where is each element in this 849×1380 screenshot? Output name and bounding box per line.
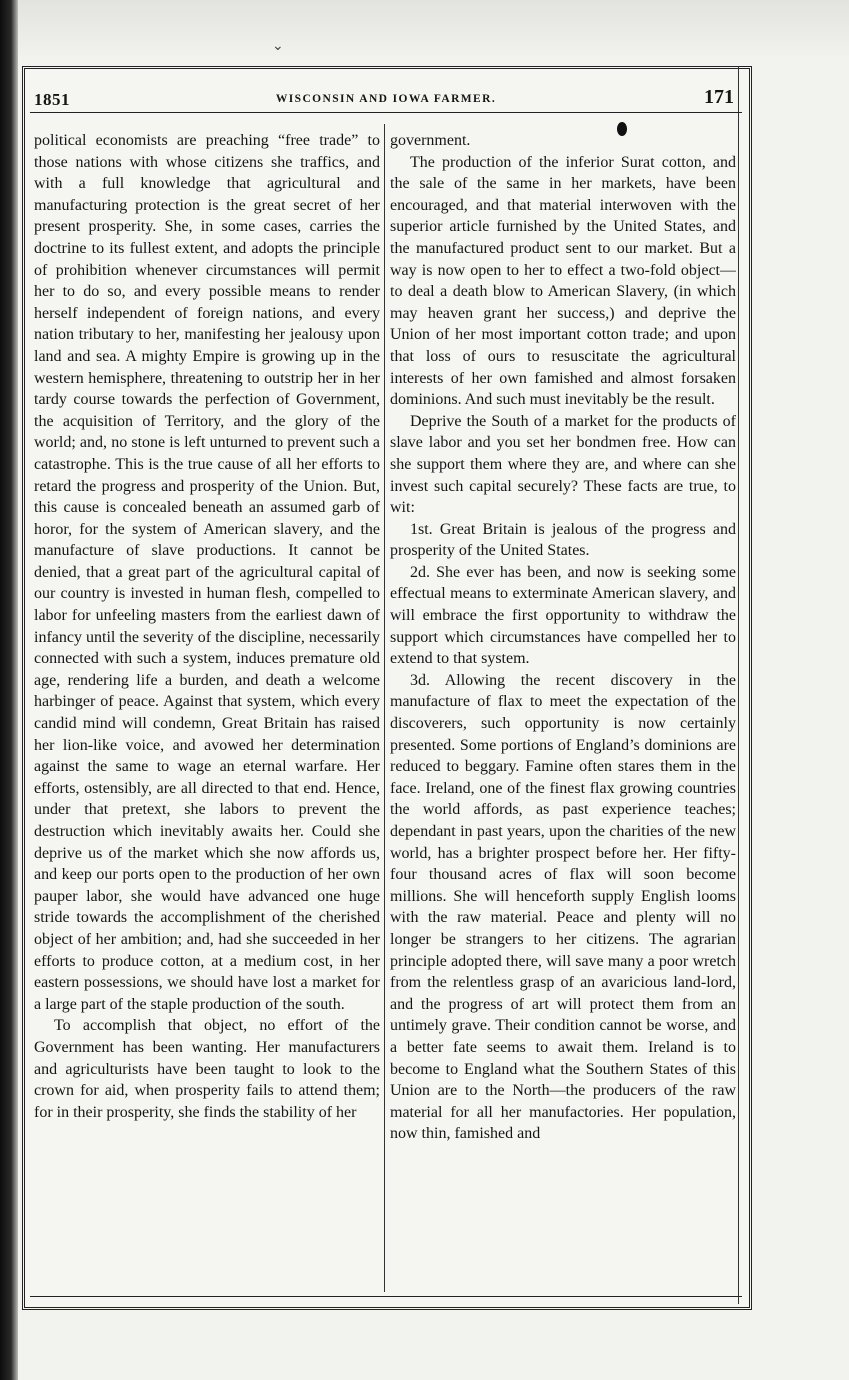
- stray-ink-mark: ⌄: [272, 39, 284, 54]
- column-divider: [384, 124, 385, 1292]
- header-year: 1851: [34, 90, 70, 109]
- book-spine: [0, 0, 18, 1380]
- header-title: WISCONSIN AND IOWA FARMER.: [275, 93, 497, 105]
- page-shadow: [18, 0, 849, 60]
- paragraph: government.: [390, 132, 471, 149]
- paragraph: The production of the inferior Surat cotton, and the sale of the same in her markets, have been encouraged, and that material interwoven with the superior article furnished by the United States, and the manufactured product sent to our market. But a way is now open to her to effect a two-fold object—to deal a death blow to American Slavery, (in which may heaven grant her success,) and deprive the Union of her most important cotton trade; and upon that loss of ours to resuscitate the agricultural interests of her own famished and almost forsaken dominions. And such must inevitably be the result.: [390, 153, 736, 409]
- right-column: [390, 130, 736, 1290]
- running-header: [30, 88, 742, 113]
- left-column: [34, 130, 380, 1290]
- page-border-right: [738, 66, 747, 1304]
- bottom-rule: [30, 1296, 742, 1297]
- paragraph: To accomplish that object, no effort of the Government has been wanting. Her manufacturers and agriculturists have been taught to look to the crown for aid, when prosperity fails to attend them; for in their prosperity, she finds the stability of her: [34, 1017, 380, 1121]
- paragraph: 2d. She ever has been, and now is seeking some effectual means to exterminate American slavery, and will embrace the first opportunity to withdraw the support which circumstances have compelled her to extend to that system.: [390, 563, 736, 668]
- paragraph: 1st. Great Britain is jealous of the progress and prosperity of the United States.: [390, 520, 736, 560]
- paragraph: 3d. Allowing the recent discovery in the manufacture of flax to meet the expectation of the discoverers, such opportunity is now certainly presented. Some portions of England’s dominions are reduced to beggary. Famine often stares them in the face. Ireland, one of the finest flax growing countries the world affords, as past experience teaches; dependant in past years, upon the charities of the new world, has a brighter prospect before her. Her fifty-four thousand acres of flax will soon become millions. She will henceforth supply English looms with the raw material. Peace and plenty will no longer be strangers to her citizens. The agrarian principle adopted there, will save many a poor wretch from the relentless grasp of an avaricious land-lord, and the progress of art will protect them from an untimely grave. Their condition cannot be worse, and a better fate seems to await them. Ireland is to become to England what the Southern States of this Union are to the North—the producers of the raw material for all her manufactories. Her population, now thin, famished and: [390, 671, 736, 1143]
- paragraph: Deprive the South of a market for the products of slave labor and you set her bondmen free. How can she support them where they are, and where can she invest such capital securely? These facts are true, to wit:: [390, 412, 736, 517]
- paragraph: political economists are preaching “free trade” to those nations with whose citizens she traffics, and with a full knowledge that agricultural and manufacturing protection is the great secret of her present prosperity. She, in some cases, carries the doctrine to its fullest extent, and adopts the principle of prohibition whenever circumstances will permit her to do so, and every possible means to render herself independent of foreign nations, and every nation tributary to her, manifesting her jealousy upon land and sea. A mighty Empire is growing up in the western hemisphere, threatening to outstrip her in her tardy course towards the perfection of Government, the acquisition of Territory, and the glory of the world; and, no stone is left unturned to prevent such a catastrophe. This is the true cause of all her efforts to retard the progress and prosperity of the Union. But, this cause is concealed beneath an assumed garb of horor, for the system of American slavery, and the manufacture of slave productions. It cannot be denied, that a great part of the agricultural capital of our country is invested in human flesh, compelled to labor for unfeeling masters from the earliest dawn of infancy until the severity of the discipline, necessarily connected with such a system, induces premature old age, rendering life a burden, and death a welcome harbinger of peace. Against that system, which every candid mind will condemn, Great Britain has raised her lion-like voice, and avowed her determination against the same to wage an eternal warfare. Her efforts, ostensibly, are all directed to that end. Hence, under that pretext, she labors to prevent the destruction which inevitably awaits her. Could she deprive us of the market which she now affords us, and keep our ports open to the production of her own pauper labor, she would have advanced one huge stride towards the accomplishment of the cherished object of her ambition; and, had she succeeded in her efforts to produce cotton, at a medium cost, in her eastern possessions, we should have lost a market for a large part of the staple production of the south.: [34, 132, 380, 1013]
- page-number: 171: [704, 86, 734, 108]
